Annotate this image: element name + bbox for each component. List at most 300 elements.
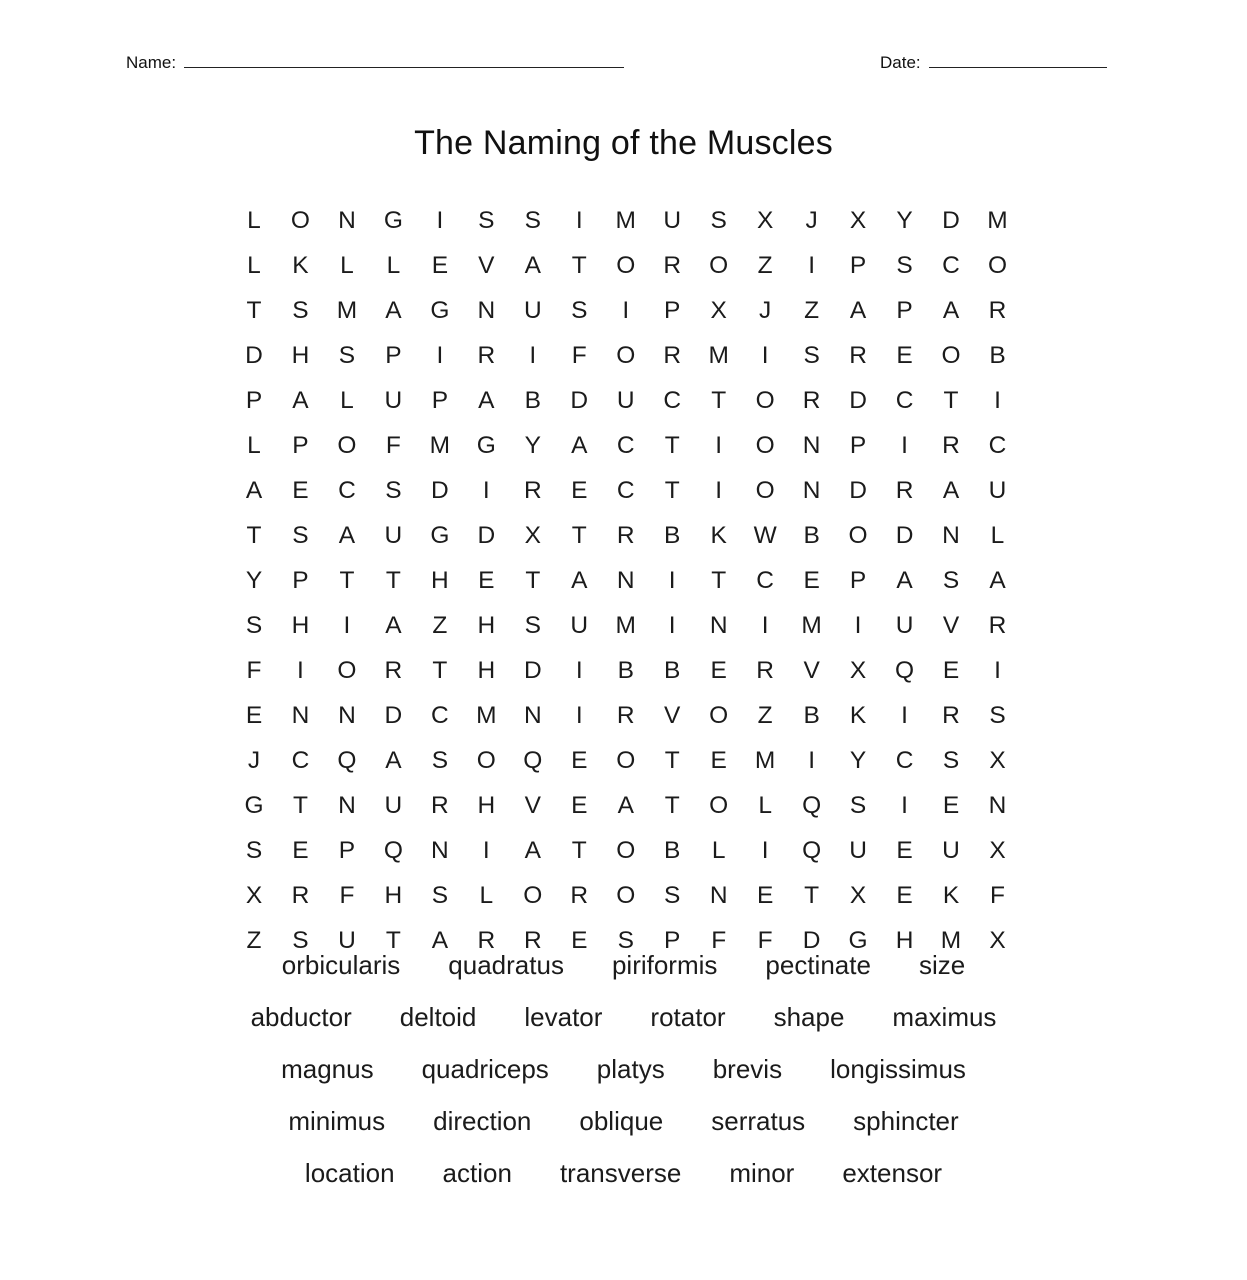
word-bank-item[interactable]: oblique (579, 1106, 664, 1136)
grid-cell[interactable]: S (431, 881, 449, 909)
grid-cell[interactable]: D (802, 926, 821, 954)
grid-cell[interactable]: N (709, 611, 729, 639)
grid-cell[interactable]: G (848, 926, 869, 954)
grid-cell[interactable]: P (245, 386, 263, 414)
grid-cell[interactable]: L (247, 206, 262, 234)
grid-cell[interactable]: R (523, 926, 543, 954)
grid-cell[interactable]: R (523, 476, 543, 504)
grid-cell[interactable]: T (339, 566, 355, 594)
grid-cell[interactable]: U (895, 611, 914, 639)
grid-cell[interactable]: C (291, 746, 310, 774)
grid-cell[interactable]: S (292, 296, 310, 324)
grid-cell[interactable]: N (477, 296, 496, 324)
grid-cell[interactable]: E (431, 251, 449, 279)
grid-cell[interactable]: F (757, 926, 774, 954)
grid-cell[interactable]: A (431, 926, 449, 954)
grid-cell[interactable]: C (338, 476, 357, 504)
grid-cell[interactable]: O (709, 701, 729, 729)
grid-cell[interactable]: D (245, 341, 264, 369)
grid-cell[interactable]: A (524, 251, 542, 279)
grid-cell[interactable]: O (755, 431, 776, 459)
grid-cell[interactable]: M (754, 746, 776, 774)
grid-cell[interactable]: M (615, 611, 637, 639)
word-bank-item[interactable]: sphincter (853, 1106, 959, 1136)
grid-cell[interactable]: O (987, 251, 1008, 279)
grid-cell[interactable]: Y (896, 206, 914, 234)
grid-cell[interactable]: G (430, 521, 450, 549)
grid-cell[interactable]: S (292, 926, 310, 954)
grid-cell[interactable]: N (338, 791, 357, 819)
grid-cell[interactable]: O (616, 251, 636, 279)
word-bank-item[interactable]: rotator (650, 1002, 726, 1032)
grid-cell[interactable]: L (711, 836, 726, 864)
grid-cell[interactable]: R (942, 701, 961, 729)
grid-cell[interactable]: C (895, 386, 914, 414)
grid-cell[interactable]: L (479, 881, 494, 909)
word-bank-item[interactable]: minor (729, 1158, 795, 1188)
grid-cell[interactable]: U (384, 521, 403, 549)
grid-cell[interactable]: P (292, 566, 310, 594)
grid-cell[interactable]: O (337, 656, 357, 684)
grid-cell[interactable]: S (942, 746, 960, 774)
grid-cell[interactable]: S (617, 926, 635, 954)
grid-cell[interactable]: G (383, 206, 404, 234)
grid-cell[interactable]: T (664, 431, 681, 459)
word-bank-item[interactable]: quadratus (448, 950, 564, 980)
grid-cell[interactable]: X (849, 656, 867, 684)
grid-cell[interactable]: T (432, 656, 448, 684)
grid-cell[interactable]: I (761, 611, 770, 639)
grid-cell[interactable]: D (477, 521, 496, 549)
word-bank-item[interactable]: abductor (250, 1002, 352, 1032)
grid-cell[interactable]: R (570, 881, 589, 909)
grid-cell[interactable]: I (715, 476, 723, 504)
grid-cell[interactable]: D (431, 476, 450, 504)
grid-cell[interactable]: L (247, 251, 262, 279)
grid-cell[interactable]: N (802, 476, 821, 504)
grid-cell[interactable]: T (292, 791, 309, 819)
grid-cell[interactable]: D (384, 701, 403, 729)
grid-cell[interactable]: R (384, 656, 403, 684)
grid-cell[interactable]: C (756, 566, 775, 594)
grid-cell[interactable]: Q (802, 791, 822, 819)
grid-cell[interactable]: E (478, 566, 495, 594)
grid-cell[interactable]: F (711, 926, 727, 954)
grid-cell[interactable]: X (524, 521, 542, 549)
grid-cell[interactable]: T (664, 476, 681, 504)
grid-cell[interactable]: G (430, 296, 450, 324)
grid-cell[interactable]: D (849, 476, 868, 504)
grid-cell[interactable]: D (942, 206, 961, 234)
grid-cell[interactable]: O (755, 476, 776, 504)
grid-cell[interactable]: M (429, 431, 451, 459)
grid-cell[interactable]: S (524, 611, 542, 639)
grid-cell[interactable]: B (617, 656, 635, 684)
grid-cell[interactable]: F (339, 881, 355, 909)
word-bank-item[interactable]: size (918, 950, 966, 980)
grid-cell[interactable]: B (803, 521, 821, 549)
grid-cell[interactable]: S (245, 836, 263, 864)
grid-cell[interactable]: P (338, 836, 356, 864)
grid-cell[interactable]: E (571, 476, 588, 504)
grid-cell[interactable]: T (571, 251, 588, 279)
grid-cell[interactable]: S (524, 206, 542, 234)
grid-cell[interactable]: R (849, 341, 868, 369)
date-input-line[interactable] (929, 52, 1107, 68)
grid-cell[interactable]: O (290, 206, 311, 234)
grid-cell[interactable]: O (616, 746, 636, 774)
grid-cell[interactable]: R (895, 476, 914, 504)
grid-cell[interactable]: E (756, 881, 774, 909)
grid-cell[interactable]: O (476, 746, 497, 774)
word-bank-item[interactable]: serratus (711, 1106, 806, 1136)
grid-cell[interactable]: S (385, 476, 403, 504)
name-input-line[interactable] (184, 52, 624, 68)
grid-cell[interactable]: N (802, 431, 821, 459)
grid-cell[interactable]: S (338, 341, 356, 369)
grid-cell[interactable]: I (575, 701, 584, 729)
word-bank-item[interactable]: transverse (559, 1158, 682, 1188)
grid-cell[interactable]: R (988, 611, 1007, 639)
grid-cell[interactable]: D (849, 386, 868, 414)
grid-cell[interactable]: S (571, 296, 588, 324)
grid-cell[interactable]: O (941, 341, 962, 369)
grid-cell[interactable]: O (616, 341, 636, 369)
grid-cell[interactable]: A (617, 791, 635, 819)
grid-cell[interactable]: O (709, 791, 729, 819)
grid-cell[interactable]: N (523, 701, 543, 729)
grid-cell[interactable]: T (385, 926, 402, 954)
grid-cell[interactable]: A (989, 566, 1007, 594)
grid-cell[interactable]: C (942, 251, 961, 279)
grid-cell[interactable]: Q (895, 656, 915, 684)
grid-cell[interactable]: N (988, 791, 1007, 819)
word-bank-item[interactable]: levator (524, 1002, 603, 1032)
grid-cell[interactable]: H (477, 611, 496, 639)
grid-cell[interactable]: C (431, 701, 450, 729)
grid-cell[interactable]: X (245, 881, 263, 909)
grid-cell[interactable]: E (571, 926, 588, 954)
grid-cell[interactable]: B (664, 836, 681, 864)
word-bank-item[interactable]: piriformis (611, 950, 718, 980)
grid-cell[interactable]: H (477, 656, 496, 684)
grid-cell[interactable]: A (385, 746, 403, 774)
grid-cell[interactable]: L (990, 521, 1005, 549)
grid-cell[interactable]: I (575, 656, 584, 684)
grid-cell[interactable]: S (245, 611, 263, 639)
grid-cell[interactable]: V (803, 656, 821, 684)
grid-cell[interactable]: Y (849, 746, 867, 774)
grid-cell[interactable]: T (943, 386, 959, 414)
grid-cell[interactable]: N (709, 881, 729, 909)
grid-cell[interactable]: F (246, 656, 262, 684)
grid-cell[interactable]: I (529, 341, 537, 369)
grid-cell[interactable]: U (616, 386, 636, 414)
grid-cell[interactable]: Y (524, 431, 542, 459)
grid-cell[interactable]: B (664, 656, 681, 684)
grid-cell[interactable]: A (385, 611, 403, 639)
grid-cell[interactable]: U (849, 836, 868, 864)
grid-cell[interactable]: K (710, 521, 728, 549)
word-bank-item[interactable]: longissimus (830, 1054, 966, 1084)
word-bank-item[interactable]: shape (773, 1002, 845, 1032)
grid-cell[interactable]: I (901, 701, 909, 729)
grid-cell[interactable]: D (895, 521, 914, 549)
grid-cell[interactable]: J (805, 206, 819, 234)
word-bank-item[interactable]: platys (596, 1054, 665, 1084)
grid-cell[interactable]: R (431, 791, 450, 819)
grid-cell[interactable]: S (664, 881, 681, 909)
word-bank-item[interactable]: location (304, 1158, 395, 1188)
grid-cell[interactable]: V (664, 701, 681, 729)
grid-cell[interactable]: U (570, 611, 589, 639)
grid-cell[interactable]: V (942, 611, 960, 639)
grid-cell[interactable]: T (525, 566, 541, 594)
grid-cell[interactable]: O (616, 836, 636, 864)
grid-cell[interactable]: P (385, 341, 403, 369)
grid-cell[interactable]: M (476, 701, 498, 729)
grid-cell[interactable]: A (571, 566, 588, 594)
grid-cell[interactable]: T (711, 566, 727, 594)
grid-cell[interactable]: O (848, 521, 869, 549)
grid-cell[interactable]: C (988, 431, 1007, 459)
grid-cell[interactable]: N (291, 701, 310, 729)
grid-cell[interactable]: X (989, 836, 1007, 864)
grid-cell[interactable]: M (987, 206, 1009, 234)
grid-cell[interactable]: J (759, 296, 772, 324)
grid-cell[interactable]: S (710, 206, 728, 234)
word-bank-item[interactable]: action (442, 1158, 512, 1188)
grid-cell[interactable]: E (245, 701, 263, 729)
grid-cell[interactable]: I (901, 431, 909, 459)
grid-cell[interactable]: A (942, 476, 960, 504)
grid-cell[interactable]: O (337, 431, 357, 459)
grid-cell[interactable]: I (622, 296, 630, 324)
grid-cell[interactable]: T (571, 521, 588, 549)
grid-cell[interactable]: R (942, 431, 961, 459)
grid-cell[interactable]: R (756, 656, 775, 684)
word-bank-item[interactable]: deltoid (399, 1002, 477, 1032)
grid-cell[interactable]: R (988, 296, 1007, 324)
grid-cell[interactable]: O (755, 386, 776, 414)
grid-cell[interactable]: Z (757, 701, 774, 729)
grid-cell[interactable]: H (431, 566, 450, 594)
grid-cell[interactable]: R (477, 926, 496, 954)
grid-cell[interactable]: S (989, 701, 1007, 729)
grid-cell[interactable]: I (808, 746, 816, 774)
grid-cell[interactable]: N (431, 836, 450, 864)
grid-cell[interactable]: M (708, 341, 730, 369)
grid-cell[interactable]: N (942, 521, 961, 549)
grid-cell[interactable]: P (431, 386, 449, 414)
grid-cell[interactable]: X (849, 881, 867, 909)
grid-cell[interactable]: U (384, 386, 403, 414)
grid-cell[interactable]: L (758, 791, 773, 819)
grid-cell[interactable]: B (524, 386, 542, 414)
grid-cell[interactable]: O (709, 251, 729, 279)
grid-cell[interactable]: U (942, 836, 961, 864)
grid-cell[interactable]: T (664, 791, 681, 819)
grid-cell[interactable]: L (386, 251, 401, 279)
grid-cell[interactable]: O (523, 881, 543, 909)
grid-cell[interactable]: S (942, 566, 960, 594)
grid-cell[interactable]: T (246, 296, 262, 324)
grid-cell[interactable]: T (385, 566, 402, 594)
grid-cell[interactable]: I (575, 206, 584, 234)
grid-cell[interactable]: H (384, 881, 403, 909)
grid-cell[interactable]: C (663, 386, 682, 414)
grid-cell[interactable]: E (896, 881, 914, 909)
grid-cell[interactable]: E (571, 746, 588, 774)
grid-cell[interactable]: I (761, 836, 770, 864)
grid-cell[interactable]: P (849, 431, 867, 459)
grid-cell[interactable]: T (664, 746, 681, 774)
word-bank-item[interactable]: magnus (281, 1054, 374, 1084)
word-bank-item[interactable]: brevis (712, 1054, 783, 1084)
grid-cell[interactable]: A (849, 296, 867, 324)
grid-cell[interactable]: D (523, 656, 543, 684)
grid-cell[interactable]: I (297, 656, 305, 684)
grid-cell[interactable]: Q (337, 746, 357, 774)
grid-cell[interactable]: Z (246, 926, 262, 954)
grid-cell[interactable]: D (570, 386, 589, 414)
grid-cell[interactable]: U (988, 476, 1007, 504)
grid-cell[interactable]: S (431, 746, 449, 774)
grid-cell[interactable]: P (664, 296, 681, 324)
grid-cell[interactable]: R (616, 521, 636, 549)
grid-cell[interactable]: K (849, 701, 867, 729)
grid-cell[interactable]: I (994, 386, 1002, 414)
grid-cell[interactable]: E (292, 836, 310, 864)
grid-cell[interactable]: G (244, 791, 265, 819)
word-bank-item[interactable]: quadriceps (421, 1054, 549, 1084)
word-bank-item[interactable]: pectinate (765, 950, 871, 980)
grid-cell[interactable]: A (292, 386, 310, 414)
grid-cell[interactable]: V (478, 251, 495, 279)
grid-cell[interactable]: L (340, 386, 355, 414)
grid-cell[interactable]: Q (523, 746, 543, 774)
grid-cell[interactable]: I (668, 611, 677, 639)
grid-cell[interactable]: N (616, 566, 636, 594)
grid-cell[interactable]: E (710, 746, 728, 774)
grid-cell[interactable]: X (849, 206, 867, 234)
grid-cell[interactable]: F (990, 881, 1006, 909)
word-bank-item[interactable]: extensor (842, 1158, 943, 1188)
grid-cell[interactable]: I (994, 656, 1002, 684)
grid-cell[interactable]: X (989, 926, 1007, 954)
grid-cell[interactable]: I (343, 611, 351, 639)
grid-cell[interactable]: F (571, 341, 588, 369)
grid-cell[interactable]: E (942, 656, 960, 684)
grid-cell[interactable]: B (664, 521, 681, 549)
grid-cell[interactable]: X (756, 206, 774, 234)
grid-cell[interactable]: A (942, 296, 960, 324)
grid-cell[interactable]: T (571, 836, 588, 864)
grid-cell[interactable]: R (802, 386, 821, 414)
grid-cell[interactable]: H (291, 341, 310, 369)
grid-cell[interactable]: P (849, 566, 867, 594)
grid-cell[interactable]: K (292, 251, 310, 279)
grid-cell[interactable]: I (482, 476, 491, 504)
grid-cell[interactable]: I (436, 341, 444, 369)
grid-cell[interactable]: A (524, 836, 542, 864)
grid-cell[interactable]: I (715, 431, 723, 459)
grid-cell[interactable]: Q (383, 836, 404, 864)
grid-cell[interactable]: L (247, 431, 262, 459)
grid-cell[interactable]: I (436, 206, 444, 234)
word-bank-item[interactable]: orbicularis (281, 950, 401, 980)
grid-cell[interactable]: U (384, 791, 403, 819)
grid-cell[interactable]: M (801, 611, 823, 639)
grid-cell[interactable]: A (478, 386, 495, 414)
grid-cell[interactable]: B (803, 701, 821, 729)
grid-cell[interactable]: R (616, 701, 636, 729)
grid-cell[interactable]: I (854, 611, 862, 639)
grid-cell[interactable]: S (478, 206, 495, 234)
grid-cell[interactable]: I (901, 791, 909, 819)
grid-cell[interactable]: C (616, 431, 636, 459)
word-bank-item[interactable]: minimus (288, 1106, 386, 1136)
grid-cell[interactable]: T (711, 386, 727, 414)
grid-cell[interactable]: R (477, 341, 496, 369)
grid-cell[interactable]: P (849, 251, 867, 279)
grid-cell[interactable]: I (482, 836, 491, 864)
grid-cell[interactable]: I (761, 341, 770, 369)
word-bank-item[interactable]: direction (433, 1106, 532, 1136)
grid-cell[interactable]: A (245, 476, 263, 504)
grid-cell[interactable]: A (385, 296, 403, 324)
word-bank-item[interactable]: maximus (892, 1002, 997, 1032)
grid-cell[interactable]: U (663, 206, 682, 234)
grid-cell[interactable]: M (940, 926, 962, 954)
grid-cell[interactable]: A (571, 431, 588, 459)
grid-cell[interactable]: Z (804, 296, 820, 324)
grid-cell[interactable]: J (247, 746, 261, 774)
grid-cell[interactable]: T (246, 521, 262, 549)
grid-cell[interactable]: E (803, 566, 821, 594)
grid-cell[interactable]: Q (802, 836, 822, 864)
grid-cell[interactable]: K (942, 881, 960, 909)
grid-cell[interactable]: P (292, 431, 310, 459)
grid-cell[interactable]: U (523, 296, 543, 324)
grid-cell[interactable]: N (338, 206, 357, 234)
grid-cell[interactable]: C (616, 476, 636, 504)
grid-cell[interactable]: O (616, 881, 636, 909)
grid-cell[interactable]: L (340, 251, 355, 279)
grid-cell[interactable]: B (989, 341, 1007, 369)
grid-cell[interactable]: S (849, 791, 867, 819)
grid-cell[interactable]: M (336, 296, 358, 324)
grid-cell[interactable]: E (896, 836, 914, 864)
grid-cell[interactable]: E (292, 476, 310, 504)
grid-cell[interactable]: H (291, 611, 310, 639)
grid-cell[interactable]: V (524, 791, 542, 819)
grid-cell[interactable]: X (710, 296, 728, 324)
grid-cell[interactable]: H (477, 791, 496, 819)
grid-cell[interactable]: I (668, 566, 677, 594)
grid-cell[interactable]: S (292, 521, 310, 549)
grid-cell[interactable]: M (615, 206, 637, 234)
grid-cell[interactable]: R (663, 251, 682, 279)
grid-cell[interactable]: X (989, 746, 1007, 774)
grid-cell[interactable]: A (896, 566, 914, 594)
grid-cell[interactable]: N (338, 701, 357, 729)
grid-cell[interactable]: S (803, 341, 821, 369)
grid-cell[interactable]: E (571, 791, 588, 819)
grid-cell[interactable]: S (896, 251, 914, 279)
grid-cell[interactable]: E (710, 656, 728, 684)
grid-cell[interactable]: I (808, 251, 816, 279)
